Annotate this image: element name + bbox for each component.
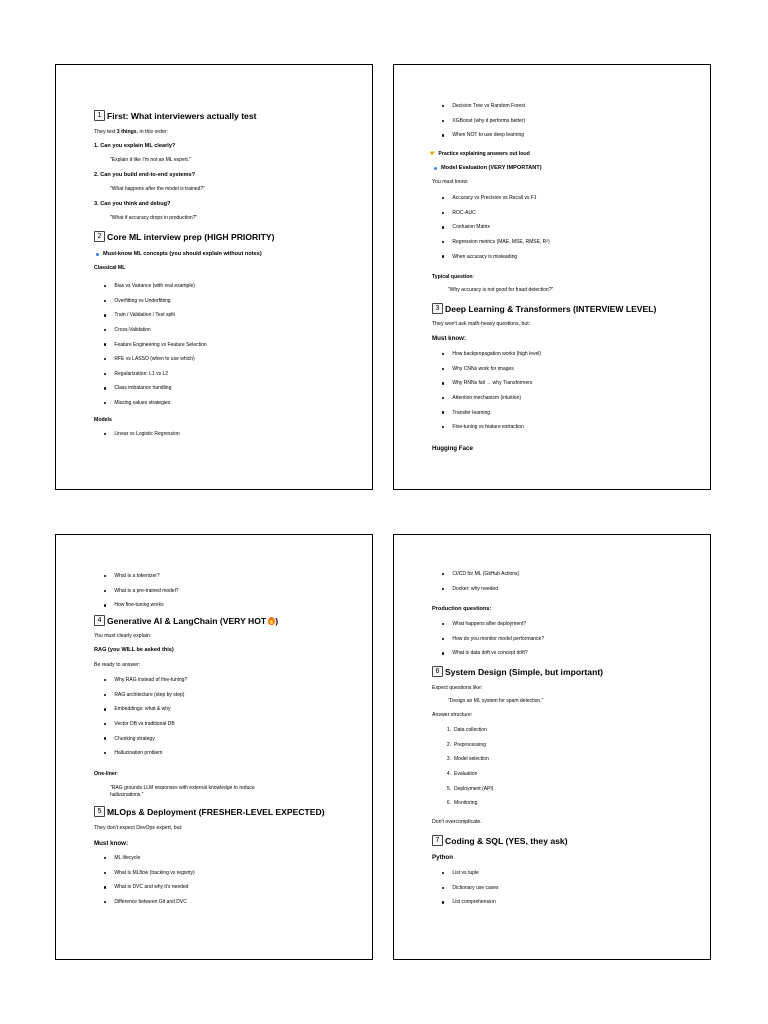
bullet-icon — [442, 872, 444, 874]
bullet-icon — [104, 604, 106, 606]
intro-post: , in this order: — [136, 129, 169, 135]
intro-text — [94, 129, 168, 135]
list-item — [94, 746, 187, 761]
list-item — [94, 279, 207, 294]
list-item — [94, 337, 207, 352]
page-3 — [55, 534, 373, 960]
list-item-text: Decision Tree vs Random Forest — [452, 103, 526, 110]
question-1-note: "Explain it like I’m not an ML expert." — [110, 157, 191, 163]
bullet-icon — [104, 901, 106, 903]
list-item-text: Data collection — [454, 727, 487, 734]
section-5-title: MLOps & Deployment (FRESHER-LEVEL EXPECTED) — [107, 806, 325, 817]
must-know-label: Must know: — [432, 335, 467, 342]
list-item-text: Overfitting vs Underfitting — [114, 297, 171, 304]
list-item — [94, 851, 195, 866]
list-item — [432, 646, 544, 661]
section-2-heading — [94, 231, 274, 242]
section-4-number: 4 — [94, 615, 105, 626]
section-1-heading — [94, 110, 256, 121]
list-item — [432, 405, 541, 420]
list-item — [432, 249, 550, 264]
expect-text: Expect questions like: — [432, 685, 483, 691]
bullet-icon — [442, 573, 444, 575]
bullet-icon — [104, 314, 106, 316]
step-number: 4. — [446, 771, 451, 778]
bullet-icon — [104, 857, 106, 859]
list-item-text: RAG architecture (step by step) — [114, 691, 185, 698]
bullet-icon — [442, 623, 444, 625]
question-1: 1. Can you explain ML clearly? — [94, 143, 176, 149]
practice-text: Practice explaining answers out loud — [438, 150, 530, 157]
bullet-icon — [104, 402, 106, 404]
list-item-text: How backpropagation works (high level) — [452, 351, 542, 358]
section-3-heading — [432, 303, 656, 314]
list-item-text: XGBoost (why it performs better) — [452, 117, 526, 124]
list-item-text: Hallucination problem — [114, 750, 163, 757]
blue-bullet-icon — [96, 253, 99, 256]
section-4-title: Generative AI & LangChain (VERY HOT — [107, 615, 267, 626]
section-6-heading — [432, 666, 603, 677]
bullet-icon — [104, 872, 106, 874]
list-item — [432, 723, 493, 738]
must-know-text: Must-know ML concepts (you should explain without notes) — [103, 251, 262, 257]
you-must-know: You must know: — [432, 179, 469, 185]
step-number: 6. — [446, 800, 451, 807]
bullet-icon — [442, 197, 444, 199]
list-item — [432, 220, 550, 235]
list-item-text: Transfer learning — [452, 409, 491, 416]
bullet-icon — [442, 226, 444, 228]
list-item — [432, 632, 544, 647]
list-item — [432, 738, 493, 753]
list-item — [432, 752, 493, 767]
bullet-icon — [104, 737, 106, 739]
section-5-heading — [94, 806, 325, 817]
question-3: 3. Can you think and debug? — [94, 201, 171, 207]
typical-question-colon: : — [472, 274, 474, 280]
classical-ml-label: Classical ML — [94, 265, 126, 271]
list-item — [94, 866, 195, 881]
list-item — [94, 717, 187, 732]
evaluation-list — [432, 191, 550, 264]
steps-list — [432, 723, 493, 811]
bullet-icon — [104, 387, 106, 389]
list-item — [94, 598, 179, 613]
bullet-icon — [442, 638, 444, 640]
list-item-text: Preprocessing — [454, 741, 486, 748]
bullet-icon — [442, 105, 444, 107]
list-item — [94, 673, 187, 688]
one-liner-line-2: hallucinations." — [110, 792, 144, 798]
list-item — [94, 569, 179, 584]
bullet-icon — [104, 886, 106, 888]
list-item — [432, 796, 493, 811]
list-item-text: Why CNNs work for images — [452, 365, 514, 372]
section-6-title: System Design (Simple, but important) — [445, 666, 604, 677]
list-item — [94, 352, 207, 367]
list-item-text: Cross-Validation — [114, 327, 151, 334]
list-item — [94, 308, 207, 323]
bullet-icon — [104, 358, 106, 360]
list-item — [432, 866, 499, 881]
list-item-text: Missing values strategies — [114, 400, 171, 407]
list-item-text: Chunking strategy — [114, 735, 155, 742]
list-item — [94, 880, 195, 895]
bullet-icon — [104, 329, 106, 331]
list-item-text: When accuracy is misleading — [452, 253, 518, 260]
list-item — [432, 567, 519, 582]
list-item — [432, 128, 525, 143]
python-label: Python — [432, 854, 453, 861]
list-item-text: RFE vs LASSO (when to use which) — [114, 356, 195, 363]
list-item-text: Linear vs Logistic Regression — [114, 431, 180, 437]
deep-learning-list — [432, 347, 541, 435]
bullet-icon — [104, 708, 106, 710]
python-list — [432, 866, 499, 910]
rag-heading: RAG (you WILL be asked this) — [94, 647, 174, 653]
bullet-icon — [104, 575, 106, 577]
section-7-number: 7 — [432, 835, 443, 846]
dl-intro: They won't ask math-heavy questions, but: — [432, 321, 531, 327]
page-2 — [393, 64, 711, 490]
bullet-icon — [442, 255, 444, 257]
bullet-icon — [104, 694, 106, 696]
list-item — [94, 294, 207, 309]
section-7-title: Coding & SQL (YES, they ask) — [445, 835, 568, 846]
list-item — [94, 323, 207, 338]
list-item — [94, 584, 179, 599]
list-item-text: What is a pre-trained model? — [114, 587, 179, 594]
step-number: 3. — [446, 756, 451, 763]
models-label: Models — [94, 417, 112, 423]
list-item-text: Attention mechanism (intuition) — [452, 395, 522, 402]
production-questions-label: Production questions: — [432, 606, 492, 612]
pointing-hand-icon: ☛ — [430, 151, 436, 157]
bullet-icon — [104, 752, 106, 754]
one-liner-line-1: "RAG grounds LLM responses with external knowledge to reduce — [110, 785, 255, 791]
one-liner-label — [94, 771, 118, 777]
list-item — [432, 895, 499, 910]
bullet-icon — [442, 212, 444, 214]
list-item — [432, 391, 541, 406]
list-item — [432, 582, 519, 597]
production-list — [432, 617, 544, 661]
list-item-text: Embeddings: what & why — [114, 706, 171, 713]
list-item-text: List comprehension — [452, 899, 496, 906]
section-2-number: 2 — [94, 231, 105, 242]
intro-bold: 3 things — [116, 129, 137, 135]
bullet-icon — [442, 901, 444, 903]
bullet-icon — [442, 134, 444, 136]
section-1-number: 1 — [94, 110, 105, 121]
list-item — [432, 114, 525, 129]
list-item-text: Model selection — [454, 756, 489, 763]
list-item-text: Accuracy vs Precision vs Recall vs F1 — [452, 195, 537, 202]
bullet-icon — [442, 887, 444, 889]
list-item-text: What happens after deployment? — [452, 621, 527, 628]
list-item-text: Monitoring — [454, 800, 478, 807]
list-item — [94, 429, 180, 439]
bullet-icon — [442, 397, 444, 399]
hugging-face-list — [94, 569, 179, 613]
page-1 — [55, 64, 373, 490]
answer-structure-label: Answer structure: — [432, 712, 473, 718]
rag-list — [94, 673, 187, 761]
list-item — [432, 206, 550, 221]
list-item-text: Vector DB vs traditional DB — [114, 721, 175, 728]
list-item — [432, 362, 541, 377]
list-item-text: Deployment (API) — [454, 785, 494, 792]
bullet-icon — [442, 426, 444, 428]
list-item-text: How do you monitor model performance? — [452, 635, 545, 642]
list-item-text: When NOT to use deep learning — [452, 132, 525, 139]
section-4-title-end: ) — [275, 615, 279, 626]
list-item — [432, 767, 493, 782]
typical-question-text: "Why accuracy is not good for fraud detection?" — [448, 287, 554, 293]
list-item-text: Docker: why needed — [452, 585, 498, 592]
must-know-label: Must know: — [94, 840, 129, 847]
list-item — [432, 617, 544, 632]
hugging-face-label: Hugging Face — [432, 445, 473, 452]
list-item-text: How fine-tuning works — [114, 602, 164, 609]
typical-question-label — [432, 274, 474, 280]
list-item-text: CI/CD for ML (GitHub Actions) — [452, 571, 520, 578]
list-item-text: Difference between Git and DVC — [114, 899, 187, 906]
typical-question-bold: Typical question — [432, 274, 473, 280]
bullet-icon — [442, 353, 444, 355]
step-number: 1. — [446, 727, 451, 734]
bullet-icon — [442, 368, 444, 370]
section-3-title: Deep Learning & Transformers (INTERVIEW LEVEL) — [445, 303, 657, 314]
bullet-icon — [442, 588, 444, 590]
bullet-icon — [104, 723, 106, 725]
bullet-icon — [104, 679, 106, 681]
list-item — [432, 347, 541, 362]
explain-text: You must clearly explain: — [94, 633, 152, 639]
dont-overcomplicate: Don't overcomplicate. — [432, 819, 482, 825]
list-item-text: Fine-tuning vs feature extraction — [452, 424, 524, 431]
list-item — [94, 702, 187, 717]
list-item-text: Evaluation — [454, 771, 478, 778]
list-item — [94, 396, 207, 411]
list-item-text: Bias vs Variance (with real example) — [114, 283, 195, 290]
question-2-note: "What happens after the model is trained?" — [110, 186, 205, 192]
bullet-icon — [104, 343, 106, 345]
bullet-icon — [104, 300, 106, 302]
models-list-continued — [432, 99, 525, 143]
list-item — [94, 895, 195, 910]
bullet-icon — [442, 120, 444, 122]
list-item — [432, 99, 525, 114]
step-number: 2. — [446, 741, 451, 748]
list-item — [432, 781, 493, 796]
list-item — [94, 367, 207, 382]
section-3-number: 3 — [432, 303, 443, 314]
list-item — [432, 376, 541, 391]
mlops-list — [94, 851, 195, 909]
section-4-heading — [94, 615, 278, 626]
bullet-icon — [104, 285, 106, 287]
fire-icon — [268, 616, 275, 625]
list-item — [432, 420, 541, 435]
list-item-text: List vs tuple — [452, 870, 479, 877]
list-item-text: Class imbalance handling — [114, 385, 172, 392]
design-question: "Design an ML system for spam detection." — [448, 698, 544, 704]
bullet-icon — [442, 382, 444, 384]
list-item-text: Train / Validation / Test split — [114, 312, 175, 319]
step-number: 5. — [446, 785, 451, 792]
question-2: 2. Can you build end-to-end systems? — [94, 172, 196, 178]
list-item — [432, 881, 499, 896]
list-item-text: Why RNNs fail → why Transformers — [452, 380, 533, 387]
devops-text: They don't expect DevOps expert, but: — [94, 825, 183, 831]
ci-list — [432, 567, 519, 596]
model-evaluation-heading — [432, 165, 542, 171]
list-item-text: What is data drift vs concept drift? — [452, 650, 528, 657]
section-6-number: 6 — [432, 666, 443, 677]
blue-bullet-icon — [434, 167, 437, 170]
one-liner-bold: One-liner — [94, 771, 117, 777]
section-1-title: First: What interviewers actually test — [107, 110, 257, 121]
bullet-icon — [442, 241, 444, 243]
must-know-concepts — [94, 251, 262, 257]
list-item-text: What is MLflow (tracking vs registry) — [114, 869, 195, 876]
list-item-text: Regression metrics (MAE, MSE, RMSE, R²) — [452, 239, 550, 246]
list-item-text: Regularization: L1 vs L2 — [114, 370, 169, 377]
list-item-text: Why RAG instead of fine-tuning? — [114, 677, 188, 684]
list-item-text: Confusion Matrix — [452, 224, 490, 231]
list-item — [94, 381, 207, 396]
list-item-text: ML lifecycle — [114, 855, 141, 862]
bullet-icon — [104, 433, 106, 435]
classical-ml-list — [94, 279, 207, 410]
model-evaluation-title: Model Evaluation (VERY IMPORTANT) — [441, 165, 542, 171]
bullet-icon — [442, 411, 444, 413]
intro-pre: They test — [94, 129, 117, 135]
bullet-icon — [104, 373, 106, 375]
list-item — [432, 191, 550, 206]
list-item-text: Feature Engineering vs Feature Selection — [114, 341, 207, 348]
ready-text: Be ready to answer: — [94, 662, 141, 668]
list-item — [94, 731, 187, 746]
bullet-icon — [442, 652, 444, 654]
section-2-title: Core ML interview prep (HIGH PRIORITY) — [107, 231, 275, 242]
page-4 — [393, 534, 711, 960]
list-item-text: What is a tokenizer? — [114, 573, 160, 580]
section-7-heading — [432, 835, 568, 846]
bullet-icon — [104, 590, 106, 592]
list-item-text: What is DVC and why it's needed — [114, 884, 189, 891]
list-item-text: ROC-AUC — [452, 209, 476, 216]
list-item — [432, 235, 550, 250]
practice-note — [430, 150, 530, 157]
list-item — [94, 688, 187, 703]
question-3-note: "What if accuracy drops in production?" — [110, 215, 198, 221]
section-5-number: 5 — [94, 806, 105, 817]
one-liner-colon: : — [116, 771, 119, 777]
list-item-text: Dictionary use cases — [452, 884, 499, 891]
